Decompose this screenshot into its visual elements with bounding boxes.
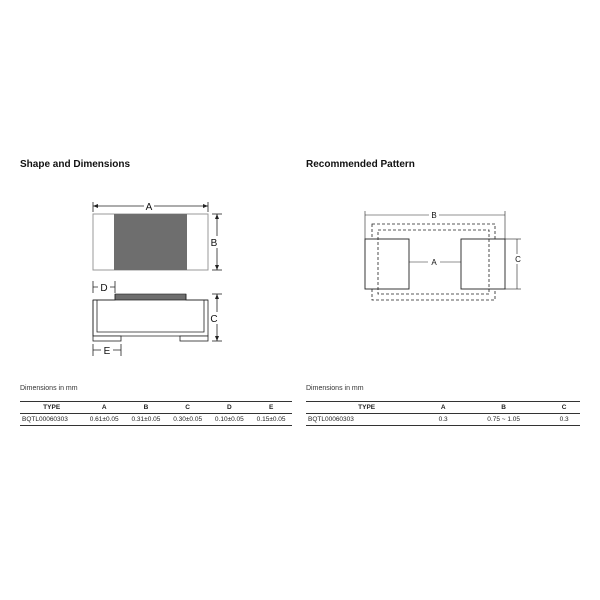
cell-type: BQTL00060303	[306, 414, 427, 426]
cell-c: 0.30±0.05	[167, 414, 209, 426]
side-view	[93, 281, 224, 357]
pattern-pad-left	[365, 239, 409, 289]
header-b: B	[459, 402, 548, 414]
table-header-row	[20, 402, 292, 414]
pattern-pad-right	[461, 239, 505, 289]
terminal-right-bottom	[180, 336, 208, 341]
cell-b: 0.31±0.05	[125, 414, 167, 426]
header-type: TYPE	[306, 402, 427, 414]
recommended-pattern-title: Recommended Pattern	[306, 159, 415, 170]
chip-resistive-area	[114, 214, 187, 270]
header-a: A	[427, 402, 459, 414]
header-a: A	[83, 402, 125, 414]
cell-type: BQTL00060303	[20, 414, 83, 426]
dim-label-c: C	[210, 314, 218, 325]
table-row	[306, 414, 580, 426]
header-e: E	[250, 402, 292, 414]
dim-label-d: D	[100, 283, 108, 294]
top-view	[93, 200, 224, 270]
cell-a: 0.61±0.05	[83, 414, 125, 426]
terminal-left-bottom	[93, 336, 121, 341]
cell-b: 0.75 ~ 1.05	[459, 414, 548, 426]
dim-label-e: E	[103, 346, 111, 357]
header-type: TYPE	[20, 402, 83, 414]
dim-label-a: A	[145, 202, 153, 213]
cell-a: 0.3	[427, 414, 459, 426]
right-dimensions-caption: Dimensions in mm	[306, 385, 364, 392]
cell-c: 0.3	[548, 414, 580, 426]
right-dimensions-table	[306, 401, 580, 426]
header-b: B	[125, 402, 167, 414]
cell-d: 0.10±0.05	[209, 414, 251, 426]
table-header-row	[306, 402, 580, 414]
header-c: C	[167, 402, 209, 414]
pattern-label-b: B	[431, 211, 437, 220]
table-row	[20, 414, 292, 426]
shape-dimensions-title: Shape and Dimensions	[20, 159, 131, 170]
header-d: D	[209, 402, 251, 414]
left-dimensions-caption: Dimensions in mm	[20, 385, 78, 392]
pattern-diagram	[365, 209, 523, 300]
left-dimensions-table	[20, 401, 292, 426]
header-c: C	[548, 402, 580, 414]
cell-e: 0.15±0.05	[250, 414, 292, 426]
chip-side-body	[93, 300, 208, 336]
pattern-label-a: A	[431, 258, 437, 267]
pattern-label-c: C	[515, 255, 521, 264]
dim-label-b: B	[210, 238, 218, 249]
